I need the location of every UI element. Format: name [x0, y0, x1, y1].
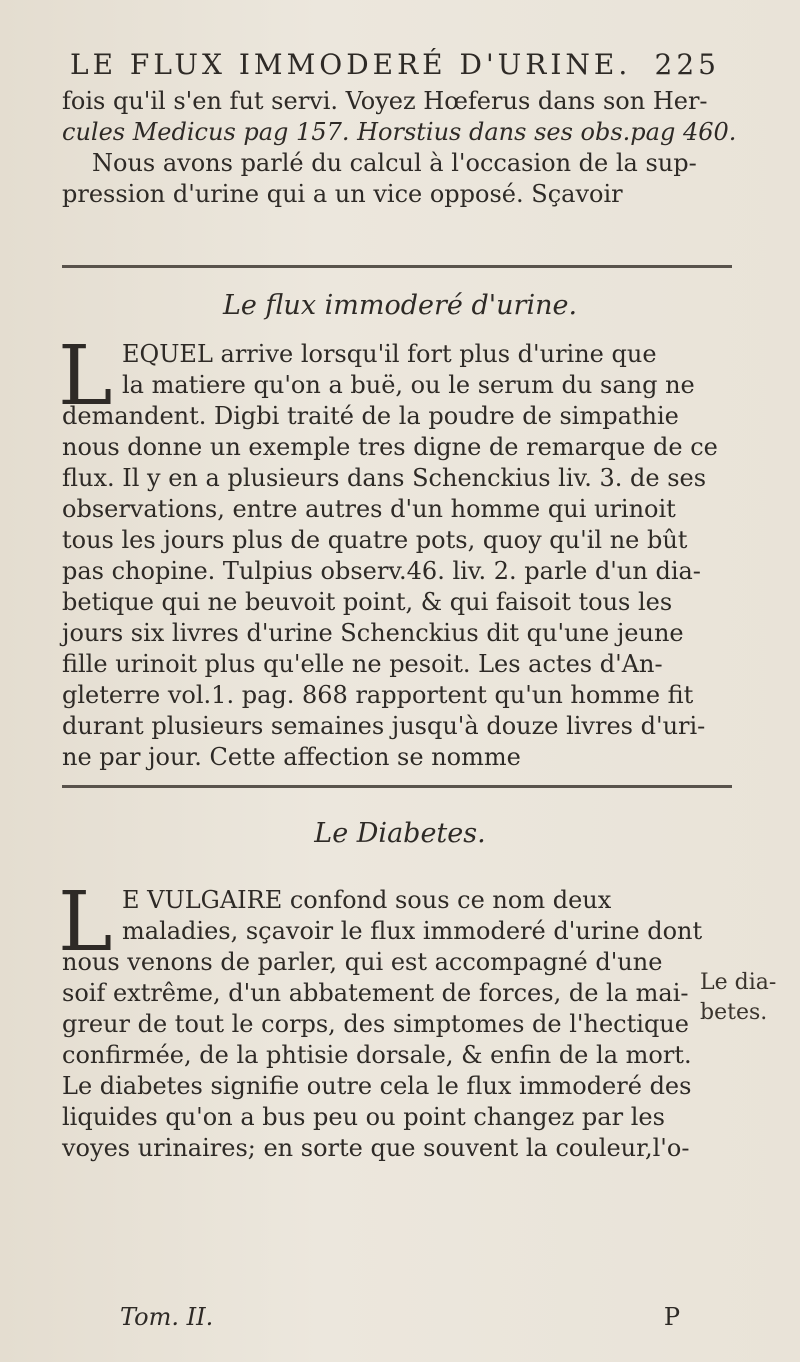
flux-paragraph [62, 339, 718, 773]
text-line: maladies, sçavoir le flux immoderé d'urine dont [122, 917, 703, 945]
text-line: Le diabetes signifie outre cela le flux immoderé des [62, 1072, 692, 1100]
intro-paragraph [62, 86, 737, 210]
text-line: E VULGAIRE confond sous ce nom deux [122, 886, 612, 914]
text-line: betique qui ne beuvoit point, & qui faisoit tous les [62, 588, 673, 616]
dropcap-flux: L [58, 329, 113, 424]
text-line: pas chopine. Tulpius observ.46. liv. 2. parle d'un dia- [62, 557, 701, 585]
running-title: LE FLUX IMMODERÉ D'URINE. [70, 48, 632, 81]
text-line: nous donne un exemple tres digne de remarque de ce [62, 433, 718, 461]
margin-note [700, 968, 790, 1028]
text-line: la matiere qu'on a buë, ou le serum du sang ne [122, 371, 695, 399]
margin-note-line: Le dia- [700, 970, 777, 995]
running-header [70, 48, 720, 81]
text-line: observations, entre autres d'un homme qui urinoit [62, 495, 676, 523]
section-title-flux: Le flux immoderé d'urine. [222, 290, 578, 321]
text-line: fois qu'il s'en fut servi. Voyez Hœferus dans son Her- [62, 87, 708, 115]
text-line: flux. Il y en a plusieurs dans Schenckius liv. 3. de ses [62, 464, 707, 492]
text-line: voyes urinaires; en sorte que souvent la couleur,l'o- [62, 1134, 690, 1162]
volume-mark: Tom. II. [120, 1303, 214, 1331]
diabetes-paragraph [62, 885, 703, 1164]
margin-note-line: betes. [700, 1000, 768, 1025]
text-line: cules Medicus pag 157. Horstius dans ses obs.pag 460. [62, 118, 737, 146]
text-line: jours six livres d'urine Schenckius dit qu'une jeune [62, 619, 684, 647]
text-line: pression d'urine qui a un vice opposé. Sçavoir [62, 180, 623, 208]
text-line: Nous avons parlé du calcul à l'occasion de la sup- [92, 149, 697, 177]
dropcap-diabetes: L [58, 875, 113, 970]
section-divider [62, 785, 732, 788]
text-line: tous les jours plus de quatre pots, quoy qu'il ne bût [62, 526, 688, 554]
signature-mark: P [663, 1303, 680, 1331]
section-title-diabetes: Le Diabetes. [314, 818, 486, 849]
text-line: ne par jour. Cette affection se nomme [62, 743, 521, 771]
text-line: durant plusieurs semaines jusqu'à douze livres d'uri- [62, 712, 706, 740]
page-footer [120, 1303, 680, 1331]
page-number: 225 [654, 48, 720, 81]
text-line: greur de tout le corps, des simptomes de l'hectique [62, 1010, 689, 1038]
text-line: liquides qu'on a bus peu ou point changez par les [62, 1103, 665, 1131]
text-line: confirmée, de la phtisie dorsale, & enfin de la mort. [62, 1041, 692, 1069]
text-line: demandent. Digbi traité de la poudre de simpathie [62, 402, 679, 430]
text-line: fille urinoit plus qu'elle ne pesoit. Les actes d'An- [62, 650, 663, 678]
text-line: nous venons de parler, qui est accompagné d'une [62, 948, 663, 976]
text-line: soif extrême, d'un abbatement de forces, de la mai- [62, 979, 689, 1007]
text-line: EQUEL arrive lorsqu'il fort plus d'urine que [122, 340, 657, 368]
section-divider [62, 265, 732, 268]
text-line: gleterre vol.1. pag. 868 rapportent qu'un homme fit [62, 681, 694, 709]
